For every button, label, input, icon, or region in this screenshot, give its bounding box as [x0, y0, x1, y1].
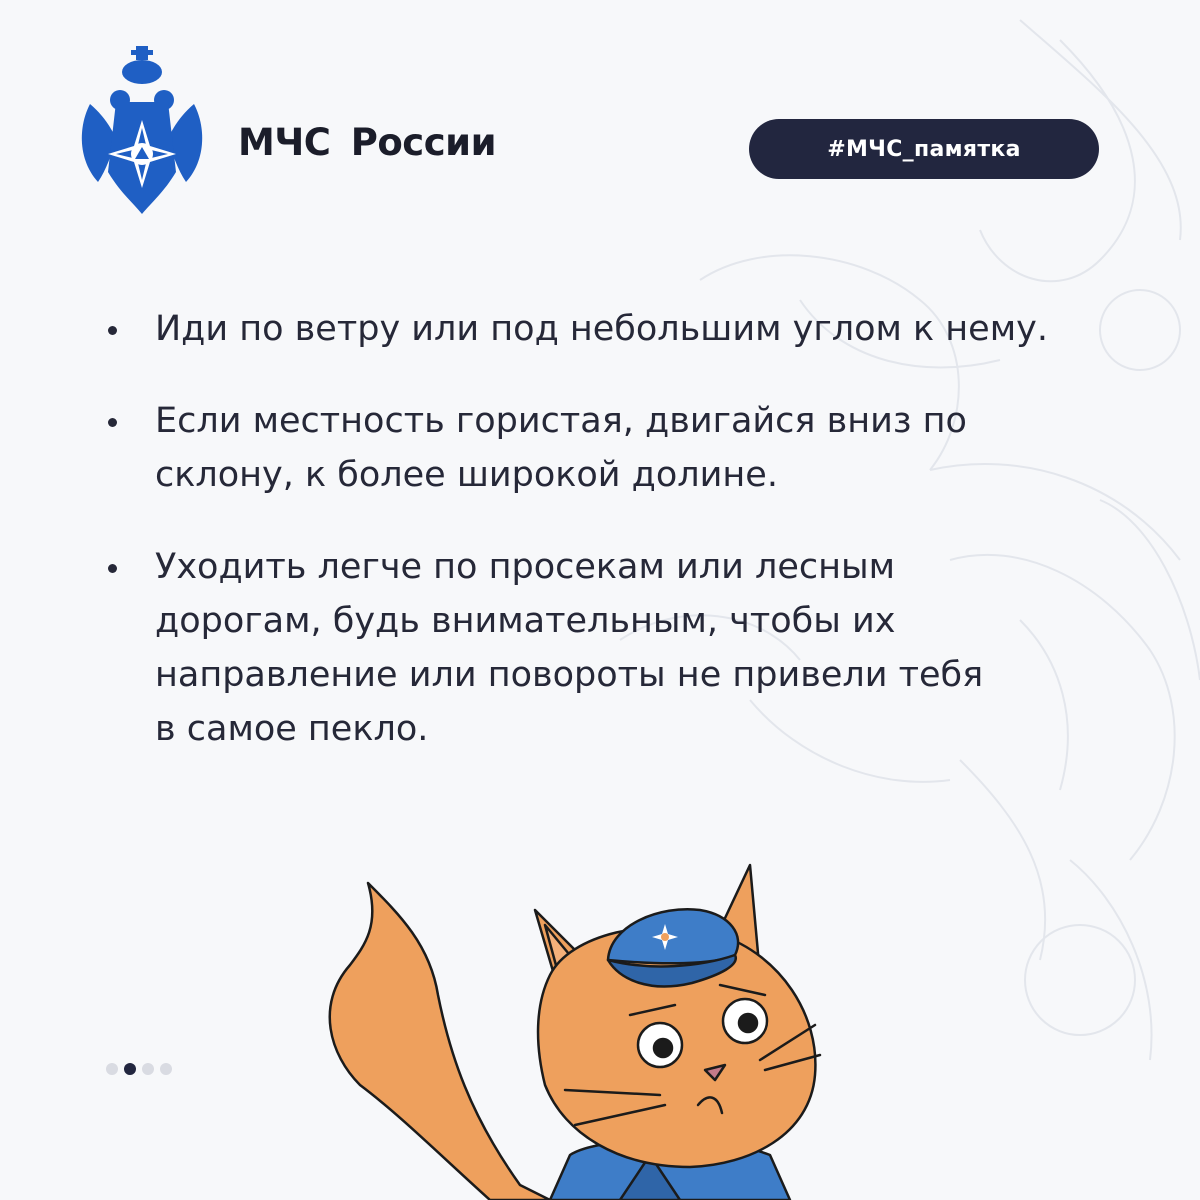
hashtag-badge: #МЧС_памятка	[749, 119, 1099, 179]
org-name: МЧС России	[238, 121, 497, 164]
pager-dot[interactable]	[106, 1063, 118, 1075]
pager-dot[interactable]	[160, 1063, 172, 1075]
tips-list	[100, 302, 1140, 794]
tip-text: Иди по ветру или под небольшим углом к нему.	[155, 309, 1048, 349]
list-item	[100, 302, 1140, 356]
list-item	[100, 540, 1140, 756]
bullet-icon	[108, 418, 117, 427]
list-item	[100, 394, 1140, 502]
tip-text: Уходить легче по просекам или лесным дорогам, будь внимательным, чтобы их направление или повороты не привели тебя в самое пекло.	[155, 547, 984, 749]
bullet-icon	[108, 564, 117, 573]
bullet-icon	[108, 326, 117, 335]
page-indicator	[106, 1063, 172, 1075]
emercom-emblem-icon	[76, 42, 208, 216]
header	[0, 0, 1200, 230]
tip-text: Если местность гористая, двигайся вниз по склону, к более широкой долине.	[155, 401, 967, 495]
pager-dot[interactable]	[142, 1063, 154, 1075]
cat-rescuer-mascot	[320, 855, 840, 1200]
pager-dot-active[interactable]	[124, 1063, 136, 1075]
